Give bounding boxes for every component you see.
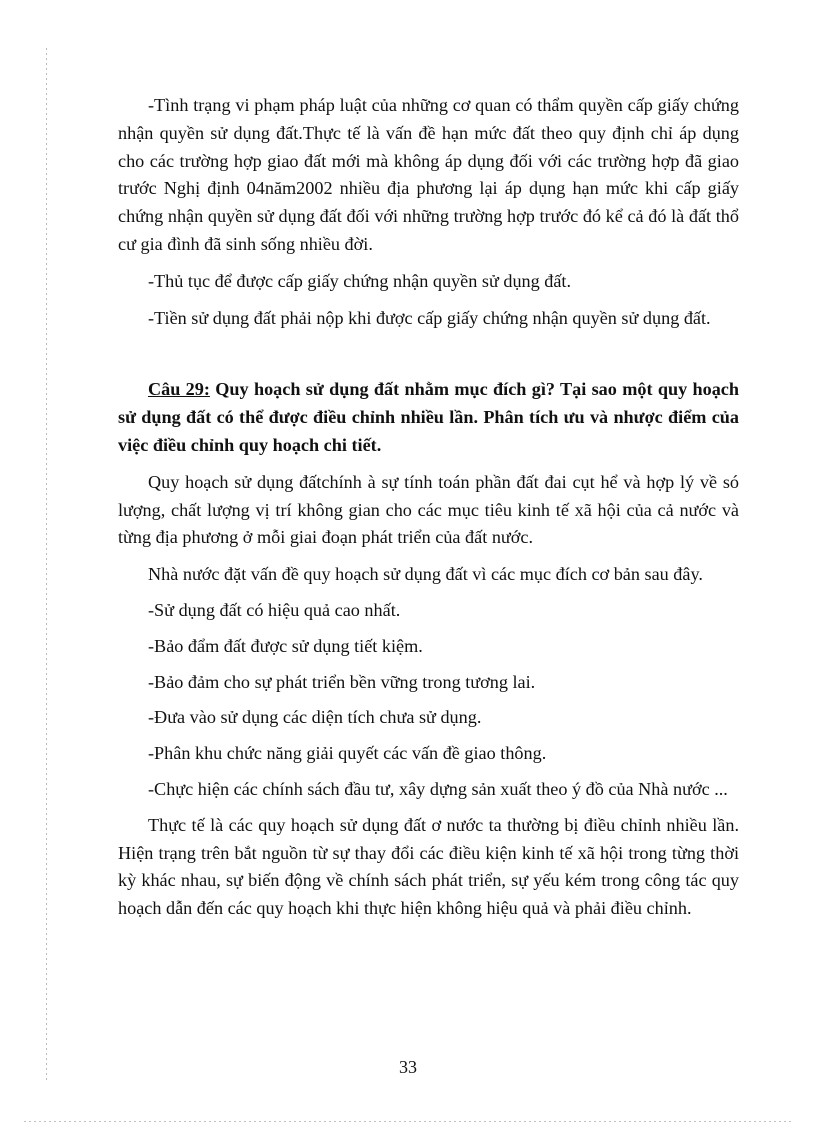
- answer-purpose-lead: Nhà nước đặt vấn đề quy hoạch sử dụng đất vì các mục đích cơ bản sau đây.: [148, 564, 703, 585]
- question-text: Quy hoạch sử dụng đất nhằm mục đích gì? Tại sao một quy hoạch sử dụng đất có thể được điều chỉnh nhiều lần. Phân tích ưu và nhược điểm của việc điều chỉnh quy hoạch chi tiết.: [118, 379, 739, 455]
- paragraph-violations: -Tình trạng vi phạm pháp luật của những cơ quan có thẩm quyền cấp giấy chứng nhận quyền sử dụng đất.Thực tế là vấn đề hạn mức đất theo quy định chỉ áp dụng cho các trường hợp giao đất mới mà không áp dụng đối với các trường hợp đã giao trước Nghị định 04năm2002 nhiều địa phương lại áp dụng hạn mức khi cấp giấy chứng nhận quyền sử dụng đất đối với những trường hợp trước đó kể cả đó là đất thổ cư gia đình đã sinh sống nhiều đời.: [118, 95, 739, 254]
- page-number: 33: [399, 1057, 417, 1077]
- page-content: [118, 92, 739, 932]
- question-heading: [118, 376, 739, 459]
- answer-closing: Thực tế là các quy hoạch sử dụng đất ơ nước ta thường bị điều chỉnh nhiều lần. Hiện trạng trên bắt nguồn từ sự thay đổi các điều kiện kinh tế xã hội trong từng thời kỳ khác nhau, sự biến động về chính sách phát triển, sự yếu kém trong công tác quy hoạch dẫn đến các quy hoạch khi thực hiện không hiệu quả và phải điều chỉnh.: [118, 814, 739, 919]
- purpose-item: -Chực hiện các chính sách đầu tư, xây dựng sản xuất theo ý đồ của Nhà nước ...: [148, 778, 728, 799]
- purpose-item: -Phân khu chức năng giải quyết các vấn đề giao thông.: [148, 743, 547, 764]
- purpose-item: -Sử dụng đất có hiệu quả cao nhất.: [148, 599, 401, 620]
- page-border-bottom: [24, 1121, 794, 1122]
- page-border-left: [46, 48, 47, 1080]
- question-label: Câu 29:: [148, 379, 210, 400]
- paragraph-procedure: -Thủ tục để được cấp giấy chứng nhận quyền sử dụng đất.: [148, 270, 572, 291]
- purpose-item: -Bảo đảm cho sự phát triển bền vững trong tương lai.: [148, 671, 536, 692]
- paragraph-land-fee: -Tiền sử dụng đất phải nộp khi được cấp giấy chứng nhận quyền sử dụng đất.: [148, 307, 711, 328]
- answer-intro: Quy hoạch sử dụng đấtchính à sự tính toán phần đất đai cụt hể và hợp lý về só lượng, chất lượng vị trí không gian cho các mục tiêu kinh tế xã hội của cả nước và từng địa phương ở mỗi giai đoạn phát triển của đất nước.: [118, 471, 739, 548]
- purpose-item: -Đưa vào sử dụng các diện tích chưa sử dụng.: [148, 707, 482, 728]
- purpose-item: -Bảo đẩm đất được sử dụng tiết kiệm.: [148, 635, 423, 656]
